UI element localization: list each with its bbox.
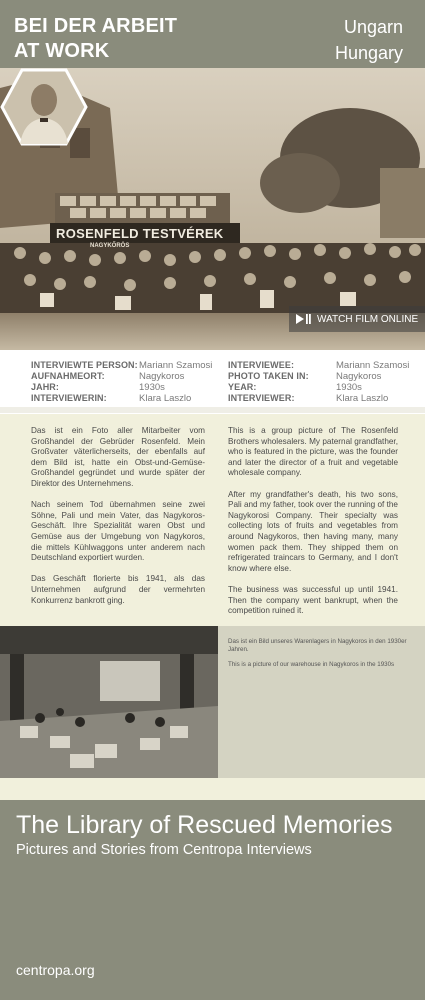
story-paragraph: Das Geschäft florierte bis 1941, als das Unternehmen aufgrund der vermehrten Konkurrenz bankrott ging. xyxy=(31,574,205,605)
header-band xyxy=(0,0,425,68)
caption-english: This is a picture of our warehouse in Nagykoros in the 1930s xyxy=(228,661,395,668)
meta-key: INTERVIEWER: xyxy=(228,393,295,403)
watch-film-label: WATCH FILM ONLINE xyxy=(317,313,419,325)
watch-film-button[interactable] xyxy=(289,306,425,332)
warehouse-photo xyxy=(0,626,218,778)
meta-key: INTERVIEWTE PERSON: xyxy=(31,360,138,370)
meta-key: INTERVIEWERIN: xyxy=(31,393,107,403)
sign-text: ROSENFELD TESTVÉREK xyxy=(56,226,224,241)
meta-key: JAHR: xyxy=(31,382,60,392)
country-german: Ungarn xyxy=(343,17,403,37)
meta-value: 1930s xyxy=(336,382,362,393)
play-pause-icon xyxy=(295,313,311,325)
meta-value: Mariann Szamosi xyxy=(336,360,410,371)
story-paragraph: Nach seinem Tod übernahmen seine zwei Söhne, Pali und mein Vater, das Nagykoros-Geschäft. Ihre Spezialität waren Obst und Gemüse aus der Umgebung von Nagykoros, die mittels Kühlwaggons unter anderem nach Deutschland exportiert wurden. xyxy=(31,500,205,563)
title-english: AT WORK xyxy=(14,40,110,62)
meta-key: YEAR: xyxy=(228,382,257,392)
portrait-inset xyxy=(0,68,88,146)
footer-band xyxy=(0,800,425,1000)
interview-meta xyxy=(0,350,425,413)
meta-german xyxy=(31,360,212,404)
meta-key: PHOTO TAKEN IN: xyxy=(228,371,309,381)
meta-key: AUFNAHMEORT: xyxy=(31,371,105,381)
meta-key: INTERVIEWEE: xyxy=(228,360,295,370)
sign-subtext: NAGYKŐRÖS xyxy=(90,243,130,249)
country-english: Hungary xyxy=(334,43,403,63)
story-paragraph: After my grandfather's death, his two sons, Pali and my father, took over the running of the Nagykorosi Company. Their specialty was collecting lots of fruits and vegetables from around Nagykoros, then having many, many women pack them. They shipped them on refrigerated traincars to Germany, and I don't know where else. xyxy=(228,489,398,573)
divider-strip xyxy=(0,778,425,800)
meta-value: Nagykoros xyxy=(139,371,185,382)
meta-english xyxy=(228,360,409,404)
footer-url[interactable]: centropa.org xyxy=(16,962,95,978)
footer-title: The Library of Rescued Memories xyxy=(16,811,393,839)
meta-value: 1930s xyxy=(139,382,165,393)
meta-value: Klara Laszlo xyxy=(336,393,389,404)
meta-value: Klara Laszlo xyxy=(139,393,192,404)
meta-value: Mariann Szamosi xyxy=(139,360,213,371)
caption-box xyxy=(218,626,425,778)
caption-german: Das ist ein Bild unseres Warenlagers in Nagykoros in den 1930er Jahren. xyxy=(228,638,407,653)
footer-subtitle: Pictures and Stories from Centropa Interviews xyxy=(16,842,312,858)
story-paragraph: This is a group picture of The Rosenfeld Brothers wholesalers. My paternal grandfather, who is featured in the picture, was the founder and later the director of a fruit and vegetable wholesale company. xyxy=(228,426,398,478)
story-english xyxy=(228,426,398,627)
story-paragraph: Das ist ein Foto aller Mitarbeiter vom Großhandel der Gebrüder Rosenfeld. Mein Großvater väterlicherseits, der ebenfalls auf dem Bild ist, hatte ein Obst-und-Gemüse-Großhandel gegründet und wurde später der Direktor des Unternehmens. xyxy=(31,426,205,488)
story-paragraph: The business was successful up until 1941. Then the company went bankrupt, when the competition ruined it. xyxy=(228,584,398,616)
story-section xyxy=(0,414,425,626)
title-german: BEI DER ARBEIT xyxy=(14,15,178,37)
meta-value: Nagykoros xyxy=(336,371,382,382)
warehouse-photo-illustration xyxy=(0,626,218,778)
story-german xyxy=(31,426,205,617)
